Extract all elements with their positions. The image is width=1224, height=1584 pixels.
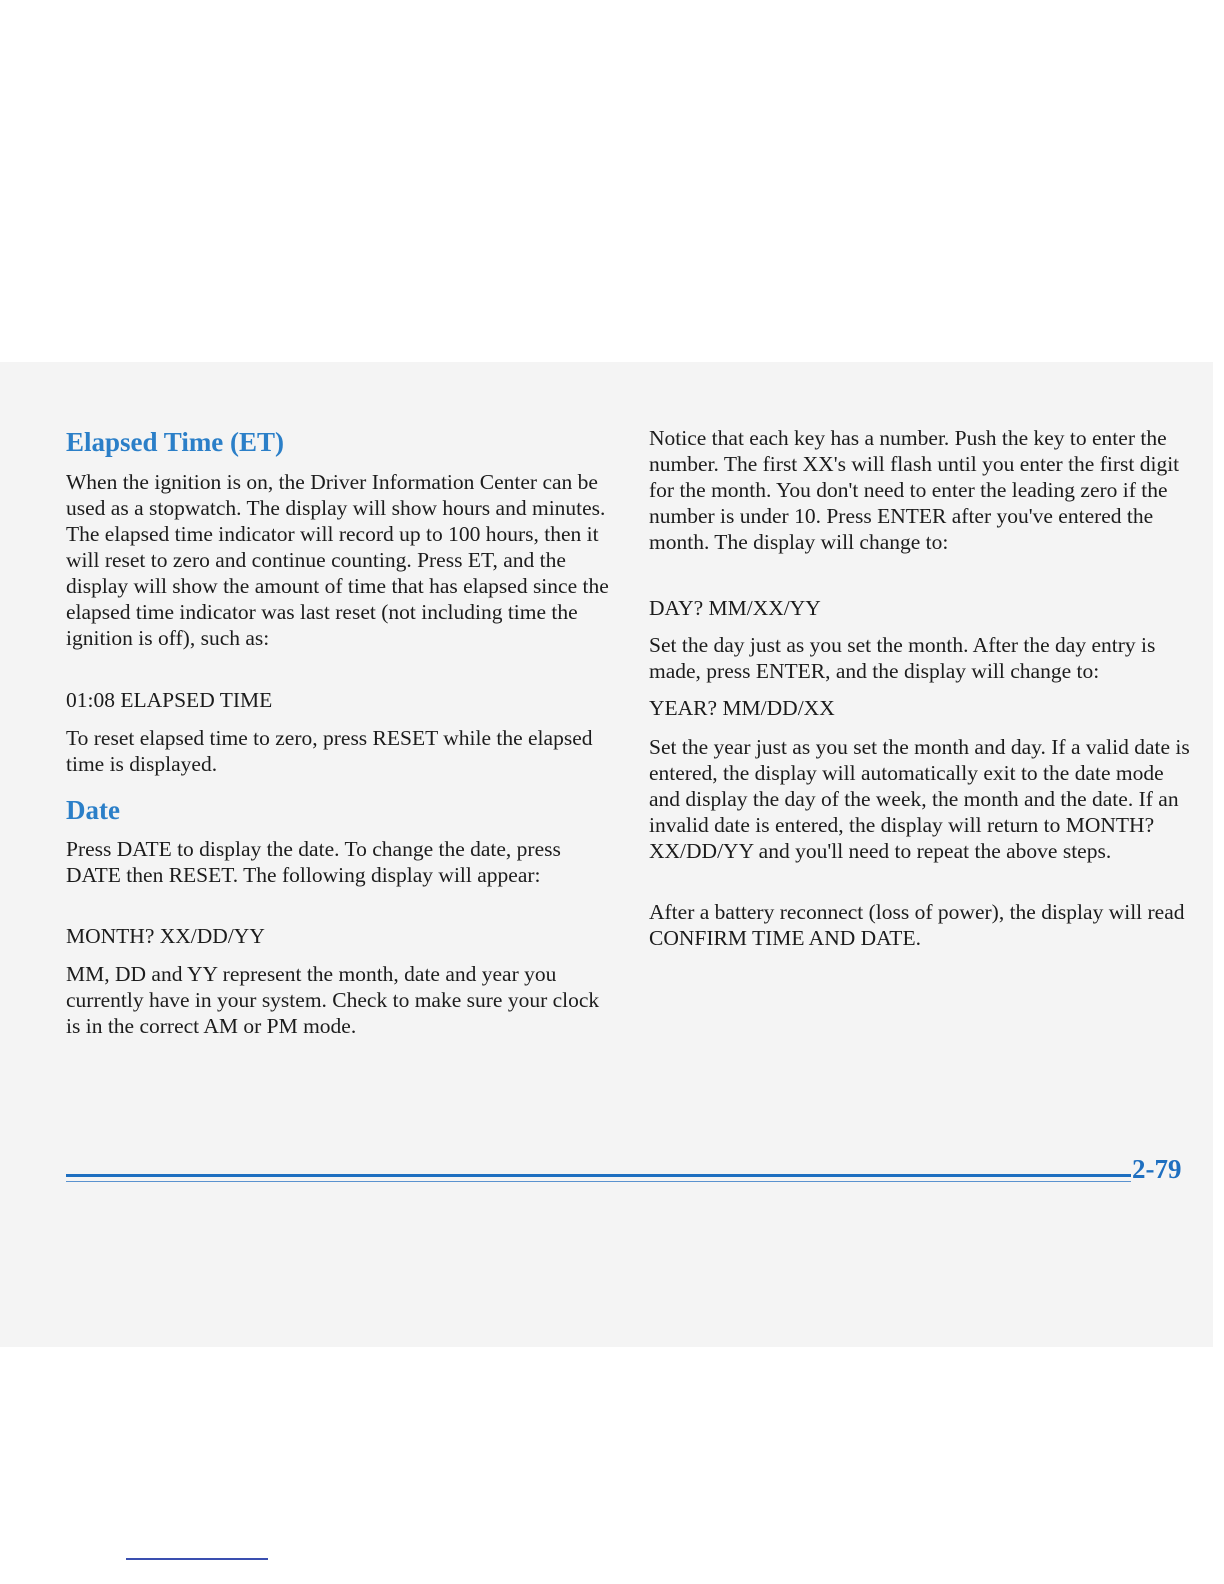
footer-rule-thick	[66, 1174, 1131, 1177]
month-display-example: MONTH? XX/DD/YY	[66, 924, 265, 948]
date-instructions: Press DATE to display the date. To change the date, press DATE then RESET. The following display will appear:	[66, 837, 561, 887]
mm-dd-yy-paragraph: MM, DD and YY represent the month, date and year you currently have in your system. Check to make sure your clock is in the correct AM or PM mode.	[66, 962, 600, 1038]
footer-link-underline[interactable]	[126, 1558, 268, 1560]
year-display-example: YEAR? MM/DD/XX	[649, 696, 835, 720]
elapsed-time-example: 01:08 ELAPSED TIME	[66, 688, 273, 712]
set-year-paragraph: Set the year just as you set the month and day. If a valid date is entered, the display will automatically exit to the date mode and display the day of the week, the month and the date. If an invalid date is entered, the display will return to MONTH? XX/DD/YY and you'll need to repeat the above steps.	[649, 735, 1190, 863]
set-day-paragraph: Set the day just as you set the month. After the day entry is made, press ENTER, and the display will change to:	[649, 633, 1156, 683]
key-number-paragraph: Notice that each key has a number. Push the key to enter the number. The first XX's will flash until you enter the first digit for the month. You don't need to enter the leading zero if the number is under 10. Press ENTER after you've entered the month. The display will change to:	[649, 426, 1180, 554]
footer-rule-thin	[66, 1181, 1131, 1182]
battery-reconnect-paragraph: After a battery reconnect (loss of power), the display will read CONFIRM TIME AND DATE.	[649, 900, 1185, 950]
section-heading-date: Date	[66, 795, 120, 825]
day-display-example: DAY? MM/XX/YY	[649, 596, 821, 620]
page-number: 2-79	[1132, 1154, 1182, 1184]
elapsed-time-paragraph: When the ignition is on, the Driver Information Center can be used as a stopwatch. The display will show hours and minutes. The elapsed time indicator will record up to 100 hours, then it will reset to zero and continue counting. Press ET, and the display will show the amount of time that has elapsed since the elapsed time indicator was last reset (not including time the ignition is off), such as:	[66, 470, 609, 650]
section-heading-elapsed-time: Elapsed Time (ET)	[66, 427, 285, 457]
page-band	[0, 362, 1213, 1347]
footer-rule	[66, 1174, 1131, 1184]
reset-instructions: To reset elapsed time to zero, press RESET while the elapsed time is displayed.	[66, 726, 593, 776]
